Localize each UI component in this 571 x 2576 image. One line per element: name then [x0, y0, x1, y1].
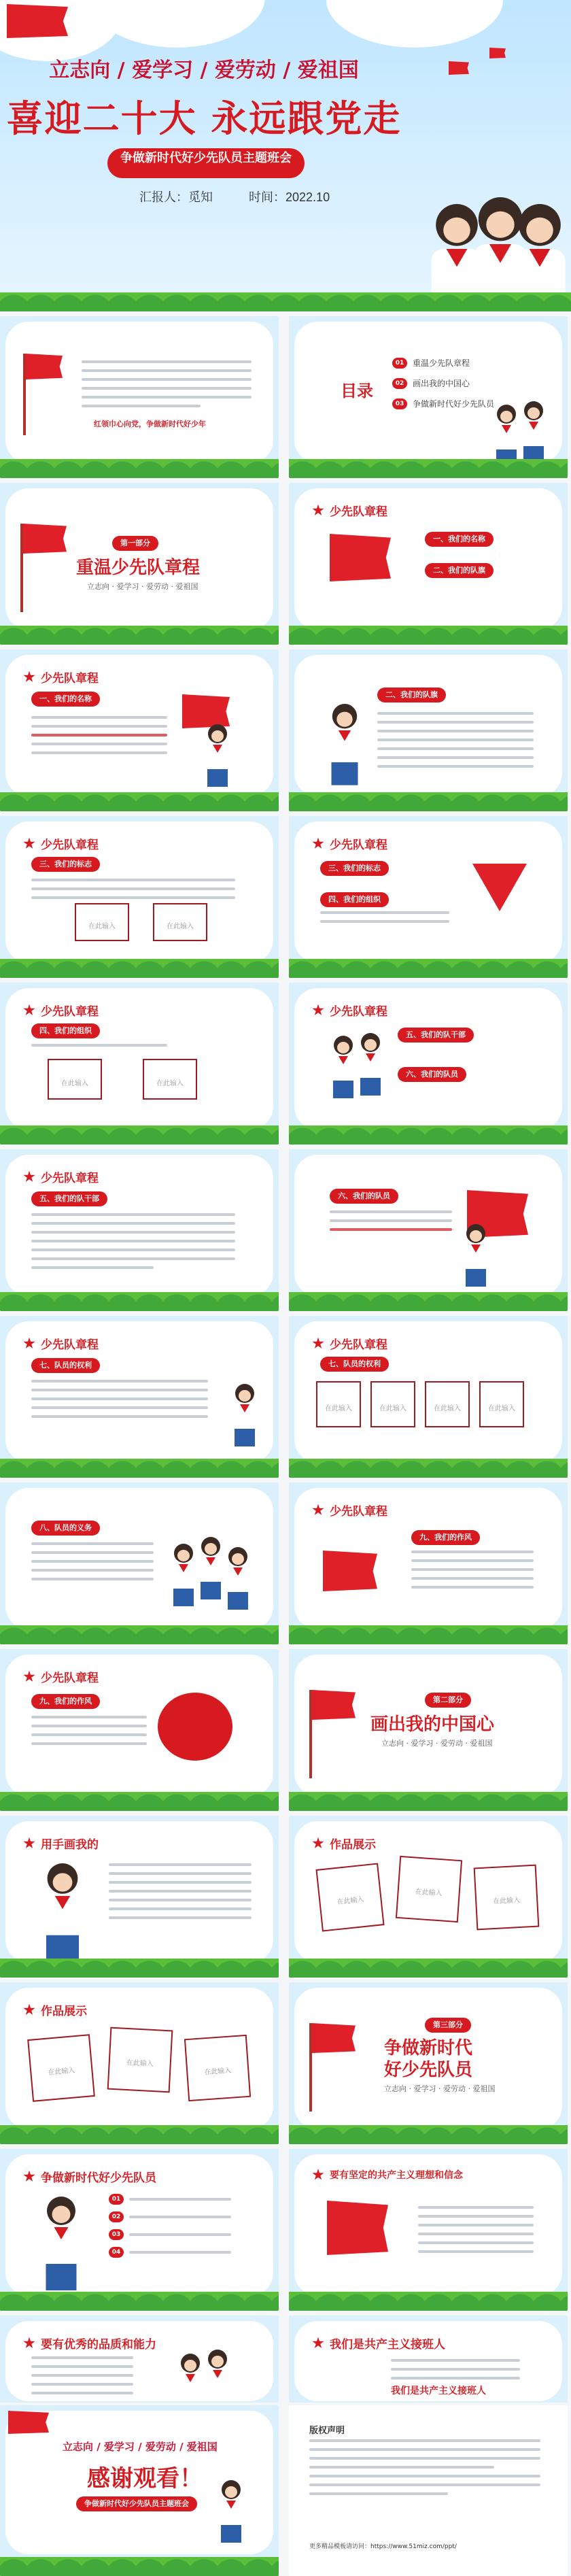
- section-title: 少先队章程: [23, 668, 99, 685]
- body-text: [330, 1210, 452, 1237]
- toc-number: 02: [392, 378, 407, 389]
- flag-icon: [8, 2411, 49, 2434]
- section-title: 争做新时代好少先队员: [23, 2168, 156, 2185]
- body-text: [31, 716, 167, 760]
- grass-decoration: [0, 2545, 279, 2576]
- image-placeholder[interactable]: 在此输入: [396, 1856, 462, 1922]
- image-placeholder[interactable]: 在此输入: [153, 903, 207, 941]
- dove-icon: [489, 48, 506, 58]
- toc-item-2[interactable]: [392, 377, 470, 389]
- grass-decoration: [289, 780, 568, 811]
- grass-decoration: [0, 613, 279, 645]
- star-icon: [312, 838, 324, 850]
- toc-number: 03: [392, 399, 407, 409]
- grass-decoration: [289, 613, 568, 645]
- section-title: 用手画我的: [23, 1835, 99, 1852]
- body-text: [31, 1542, 154, 1587]
- toc-number: 01: [392, 358, 407, 369]
- body-text: [31, 1380, 208, 1424]
- slide-intro[interactable]: [0, 316, 279, 478]
- flag-icon: [26, 354, 63, 379]
- star-icon: [23, 2004, 35, 2016]
- slide-charter-2[interactable]: [0, 649, 279, 811]
- pioneer-kid-illustration: [177, 2354, 204, 2399]
- grass-decoration: [0, 2113, 279, 2144]
- slide-toc[interactable]: [289, 316, 568, 478]
- image-placeholder[interactable]: 在此输入: [315, 1863, 384, 1931]
- grass-decoration: [289, 2113, 568, 2144]
- section-title: 要有优秀的品质和能力: [23, 2335, 156, 2352]
- image-placeholder[interactable]: 在此输入: [184, 2035, 251, 2101]
- grass-decoration: [0, 780, 279, 811]
- section-pill: 四、我们的组织: [31, 1023, 100, 1038]
- grass-decoration: [289, 1113, 568, 1145]
- image-placeholder[interactable]: 在此输入: [75, 903, 129, 941]
- slide-charter-14[interactable]: [0, 1649, 279, 1811]
- copyright-link[interactable]: 更多精品模板请访问：https://www.51miz.com/ppt/: [309, 2543, 457, 2550]
- section-pill: 三、我们的标志: [320, 861, 389, 876]
- star-icon: [312, 505, 324, 517]
- toc-text: 争做新时代好少先队员: [413, 399, 495, 409]
- cover-slide[interactable]: [0, 0, 571, 311]
- copyright-title: 版权声明: [309, 2426, 345, 2436]
- section-pill: 五、我们的队干部: [398, 1028, 474, 1043]
- star-icon: [23, 2171, 35, 2183]
- slide-charter-6[interactable]: [0, 983, 279, 1145]
- part-badge: 第一部分: [112, 536, 158, 551]
- grass-decoration: [0, 447, 279, 478]
- cover-meta: [139, 188, 362, 205]
- grass-decoration: [0, 2280, 279, 2311]
- section-pill: 二、我们的队旗: [377, 688, 446, 702]
- end-title: 感谢观看！: [87, 2465, 203, 2492]
- body-text: [309, 2439, 540, 2501]
- pioneer-kid-illustration: [204, 2350, 231, 2394]
- section-title: 少先队章程: [312, 1335, 387, 1352]
- star-icon: [23, 1171, 35, 1183]
- section-title: 少先队章程: [23, 1168, 99, 1185]
- grass-decoration: [0, 947, 279, 978]
- grass-decoration: [289, 1613, 568, 1644]
- flag-icon: [312, 2023, 356, 2053]
- image-placeholder[interactable]: 在此输入: [143, 1059, 197, 1100]
- slide-charter-8[interactable]: [0, 1149, 279, 1311]
- section-pill: 二、我们的队旗: [425, 563, 494, 578]
- slide-part1-cover[interactable]: [0, 483, 279, 645]
- section-pill: 八、队员的义务: [31, 1521, 100, 1536]
- part-title: 重温少先队章程: [76, 558, 201, 578]
- grass-decoration: [289, 2280, 568, 2311]
- slide-charter-5[interactable]: [289, 816, 568, 978]
- section-pill: 九、我们的作风: [31, 1694, 100, 1709]
- part-badge: 第二部分: [425, 1693, 471, 1708]
- flagpole: [309, 1690, 312, 1778]
- grass-decoration: [0, 1946, 279, 1978]
- slide-charter-11[interactable]: [289, 1316, 568, 1478]
- star-icon: [23, 1671, 35, 1683]
- cover-tagline: 立志向 / 爱学习 / 爱劳动 / 爱祖国: [49, 58, 359, 82]
- section-pill: 七、队员的权利: [31, 1358, 100, 1373]
- pioneer-kid-illustration: [231, 1384, 258, 1446]
- cloud-decoration: [88, 0, 265, 48]
- numbered-item: 03: [109, 2229, 231, 2240]
- section-pill: 六、我们的队员: [398, 1067, 466, 1082]
- section-pill: 一、我们的名称: [31, 692, 100, 707]
- star-icon: [312, 2337, 324, 2350]
- star-icon: [23, 1338, 35, 1350]
- flagpole: [309, 2023, 312, 2112]
- slide-charter-7[interactable]: [289, 983, 568, 1145]
- section-pill: 四、我们的组织: [320, 892, 389, 907]
- part-subtitle: 立志向 · 爱学习 · 爱劳动 · 爱祖国: [381, 1739, 493, 1748]
- slide-successor[interactable]: [289, 2316, 568, 2403]
- pioneer-kid-illustration: [462, 1224, 489, 1287]
- slide-charter-3[interactable]: [289, 649, 568, 811]
- numbered-item: 01: [109, 2194, 231, 2205]
- time-label: 时间：2022.10: [249, 190, 330, 204]
- body-text: [418, 2206, 534, 2259]
- image-placeholder[interactable]: 在此输入: [370, 1381, 415, 1427]
- slide-charter-9[interactable]: [289, 1149, 568, 1311]
- section-title: 少先队章程: [312, 835, 387, 852]
- flag-icon: [312, 1690, 356, 1720]
- body-text: [377, 712, 534, 774]
- flag-icon: [327, 2201, 388, 2255]
- body-text: [82, 360, 252, 413]
- pioneer-kid-illustration: [224, 1547, 252, 1610]
- section-title: 少先队章程: [23, 1002, 99, 1019]
- image-placeholder[interactable]: 在此输入: [425, 1381, 470, 1427]
- pioneer-kid-illustration: [41, 2197, 82, 2290]
- slide-charter-13[interactable]: [289, 1482, 568, 1644]
- grass-decoration: [289, 1780, 568, 1811]
- numbered-item: 04: [109, 2247, 231, 2258]
- section-title: 少先队章程: [23, 835, 99, 852]
- pioneer-kid-illustration: [327, 704, 362, 785]
- slide-charter-4[interactable]: [0, 816, 279, 978]
- section-title: 少先队章程: [23, 1668, 99, 1685]
- toc-text: 重温少先队章程: [413, 358, 470, 368]
- section-title: 作品展示: [312, 1835, 376, 1852]
- pioneers-photo-circle: [158, 1693, 232, 1761]
- flag-icon: [23, 524, 67, 554]
- section-title: 要有坚定的共产主义理想和信念: [312, 2168, 463, 2182]
- section-title: 我们是共产主义接班人: [312, 2335, 445, 2352]
- star-icon: [23, 838, 35, 850]
- slide-copyright[interactable]: [289, 2405, 568, 2576]
- grass-decoration: [0, 1280, 279, 1311]
- flagpole: [20, 524, 23, 612]
- star-icon: [23, 1837, 35, 1850]
- body-text: [320, 911, 449, 929]
- pioneer-kid-illustration: [204, 724, 231, 787]
- section-pill: 六、我们的队员: [330, 1189, 398, 1204]
- cloud-decoration: [326, 0, 503, 48]
- image-placeholder[interactable]: 在此输入: [107, 2027, 173, 2093]
- star-icon: [312, 1504, 324, 1516]
- body-text: [109, 1863, 252, 1925]
- slide-charter-1[interactable]: [289, 483, 568, 645]
- toc-text: 画出我的中国心: [413, 379, 470, 388]
- grass-decoration: [0, 1446, 279, 1478]
- pioneer-kid-illustration: [330, 1036, 357, 1098]
- grass-decoration: [0, 1113, 279, 1145]
- end-subtitle-ribbon: 争做新时代好少先队员主题班会: [76, 2496, 197, 2511]
- slide-part2-cover[interactable]: [289, 1649, 568, 1811]
- section-pill: 七、队员的权利: [320, 1357, 389, 1372]
- successor-slogan: 我们是共产主义接班人: [391, 2386, 486, 2396]
- slide-quality[interactable]: [0, 2316, 279, 2403]
- end-tagline: 立志向 / 爱学习 / 爱劳动 / 爱祖国: [63, 2441, 218, 2453]
- flag-icon: [182, 694, 230, 728]
- pioneer-kid-illustration: [357, 1033, 384, 1096]
- slide-part3-cover[interactable]: [289, 1982, 568, 2144]
- pioneer-kid-illustration: [197, 1537, 224, 1599]
- section-title: 少先队章程: [23, 1335, 99, 1352]
- star-icon: [23, 2337, 35, 2350]
- part-title-line2: 好少先队员: [384, 2060, 473, 2080]
- section-title: 少先队章程: [312, 502, 387, 519]
- slide-ideal[interactable]: [0, 2149, 279, 2311]
- image-placeholder[interactable]: 在此输入: [479, 1381, 524, 1427]
- toc-item-1[interactable]: [392, 357, 470, 369]
- grass-decoration: [289, 1280, 568, 1311]
- section-pill: 三、我们的标志: [31, 857, 100, 872]
- toc-item-3[interactable]: [392, 398, 494, 409]
- slide-works-1[interactable]: [289, 1816, 568, 1978]
- pioneer-kid-illustration: [218, 2480, 245, 2543]
- grass-decoration: [0, 1613, 279, 1644]
- section-title: 少先队章程: [312, 1502, 387, 1519]
- body-text: [31, 1044, 167, 1053]
- slide-works-2[interactable]: [0, 1982, 279, 2144]
- slide-handdraw[interactable]: [0, 1816, 279, 1978]
- grass-decoration: [289, 947, 568, 978]
- cover-title: 喜迎二十大 永远跟党走: [6, 97, 402, 140]
- pioneer-kid-illustration: [170, 1544, 197, 1606]
- dove-icon: [449, 61, 469, 75]
- flag-icon: [7, 4, 68, 38]
- star-icon: [312, 1004, 324, 1017]
- grass-decoration: [0, 1780, 279, 1811]
- toc-label: 目录: [341, 382, 373, 401]
- flag-icon: [330, 534, 391, 581]
- image-placeholder[interactable]: 在此输入: [48, 1059, 102, 1100]
- image-placeholder[interactable]: 在此输入: [316, 1381, 361, 1427]
- star-icon: [312, 1338, 324, 1350]
- section-pill: 一、我们的名称: [425, 532, 494, 547]
- body-text: [411, 1550, 534, 1595]
- slide-charter-10[interactable]: [0, 1316, 279, 1478]
- slide-charter-12[interactable]: [0, 1482, 279, 1644]
- part-title: 画出我的中国心: [370, 1714, 495, 1735]
- intro-highlight: 红领巾心向党，争做新时代好少年: [94, 420, 206, 428]
- grass-decoration: [0, 280, 571, 311]
- star-icon: [312, 1837, 324, 1850]
- body-text: [31, 2356, 133, 2401]
- slide-belief[interactable]: [289, 2149, 568, 2311]
- body-text: [31, 1213, 235, 1275]
- star-icon: [23, 671, 35, 683]
- cover-subtitle-ribbon: 争做新时代好少先队员主题班会: [107, 148, 305, 178]
- body-text: [31, 1716, 147, 1751]
- star-icon: [23, 1004, 35, 1017]
- image-placeholder[interactable]: 在此输入: [27, 2034, 95, 2102]
- part-badge: 第三部分: [425, 2018, 471, 2033]
- slide-thanks[interactable]: [0, 2405, 279, 2576]
- body-text: [31, 879, 235, 905]
- flag-icon: [323, 1550, 377, 1591]
- section-title: 作品展示: [23, 2001, 87, 2018]
- numbered-item: 02: [109, 2211, 231, 2222]
- reporter-label: 汇报人：觅知: [139, 190, 213, 204]
- star-icon: [312, 2169, 324, 2181]
- image-placeholder[interactable]: 在此输入: [474, 1865, 540, 1931]
- part-title-line1: 争做新时代: [384, 2038, 473, 2058]
- section-title: 少先队章程: [312, 1002, 387, 1019]
- grass-decoration: [289, 1446, 568, 1478]
- part-subtitle: 立志向 · 爱学习 · 爱劳动 · 爱祖国: [87, 582, 198, 591]
- body-text: [391, 2359, 520, 2386]
- grass-decoration: [289, 447, 568, 478]
- section-pill: 九、我们的作风: [411, 1530, 480, 1545]
- flagpole: [23, 354, 26, 435]
- part-subtitle: 立志向 · 爱学习 · 爱劳动 · 爱祖国: [384, 2084, 496, 2093]
- section-pill: 五、我们的队干部: [31, 1191, 107, 1206]
- grass-decoration: [289, 1946, 568, 1978]
